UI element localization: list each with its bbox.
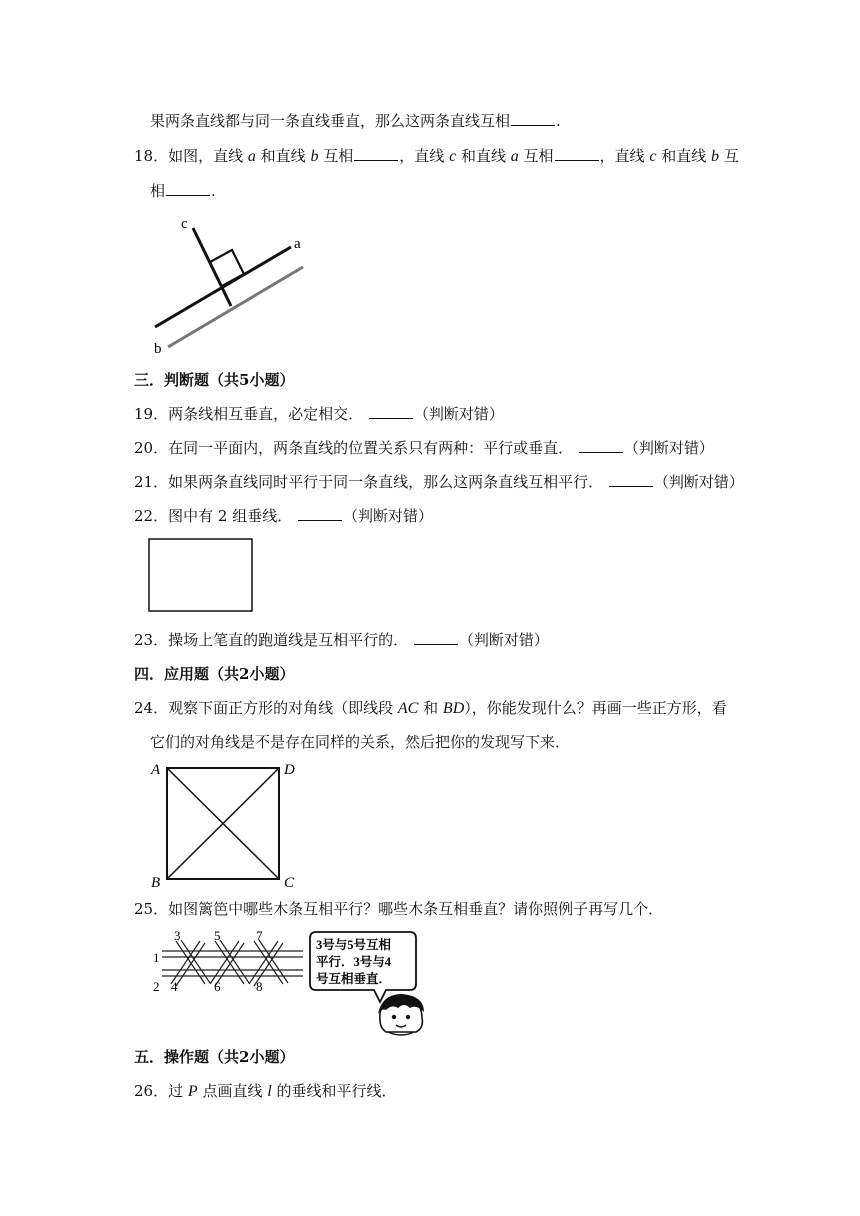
fence-label-4: 4 [171, 979, 178, 994]
slat-4-b [176, 943, 205, 986]
q20-blank[interactable] [579, 438, 623, 453]
q21-blank[interactable] [609, 472, 653, 487]
q26-line-l: l [267, 1083, 272, 1100]
rectangle [149, 539, 252, 611]
q18-number: 18． [134, 147, 169, 165]
section-3-title-a: 三．判断题（共 [134, 371, 240, 389]
q18-blank-2[interactable] [555, 146, 599, 161]
section-4-count: 2 [239, 665, 250, 683]
q21-text: 如果两条直线同时平行于同一条直线，那么这两条直线互相平行． [168, 473, 604, 491]
section-3-count: 5 [239, 371, 250, 389]
bubble-line-3: 号互相垂直． [316, 972, 392, 986]
q24-segment-bd: BD [442, 700, 465, 717]
q20-text: 在同一平面内，两条直线的位置关系只有两种：平行或垂直． [168, 439, 574, 457]
diagonal-slats [171, 940, 288, 986]
q26-number: 26． [134, 1082, 169, 1100]
q20 [134, 437, 714, 459]
q24-segment-ac: AC [397, 700, 419, 717]
q20-number: 20． [134, 439, 169, 457]
q18-text-6: 互相 [523, 147, 554, 165]
section-5-title-b: 小题） [249, 1048, 295, 1066]
q18-text-2: 和直线 [260, 147, 306, 165]
label-b: b [154, 341, 162, 357]
q25-fence-figure [148, 928, 448, 1038]
q18-var-a: a [247, 148, 256, 165]
q18-var-c: c [449, 148, 457, 165]
section-3-heading [134, 369, 294, 391]
q18-figure [148, 210, 318, 360]
q19-number: 19． [134, 405, 169, 423]
q18-blank-3[interactable] [166, 181, 210, 196]
vertex-b: B [151, 875, 161, 888]
q24-square-figure [150, 758, 300, 888]
q24-text-b: 和 [423, 699, 439, 717]
label-a: a [294, 236, 301, 252]
q26-text-c: 的垂线和平行线． [276, 1082, 397, 1100]
q18-var-b: b [310, 148, 319, 165]
q24-text-d: 它们的对角线是不是存在同样的关系，然后把你的发现写下来． [150, 733, 571, 751]
q18-line1 [134, 145, 739, 168]
q19 [134, 403, 504, 425]
vertex-d: D [284, 762, 295, 778]
q18-text-8: 和直线 [661, 147, 707, 165]
bubble-line-1: 3号与5号互相 [316, 938, 392, 952]
fence-label-5: 5 [214, 928, 221, 943]
q18-var-b2: b [711, 148, 720, 165]
slat-3-a [176, 941, 205, 984]
section-5-heading [134, 1046, 294, 1068]
q24-line2 [150, 731, 570, 753]
q24-text-c: ），你能发现什么？再画一些正方形，看 [464, 699, 727, 717]
q22-tail: （判断对错） [343, 507, 434, 525]
q18-text-3: 互相 [323, 147, 354, 165]
bubble-line-2: 平行．3号与4 [316, 955, 392, 969]
cartoon-boy-icon [378, 994, 424, 1035]
q18-text-7: ，直线 [599, 147, 645, 165]
q23 [134, 629, 549, 651]
q18-text-5: 和直线 [460, 147, 506, 165]
q17-end: . [556, 112, 561, 130]
right-angle-mark [210, 250, 244, 286]
q22-text-a: 图中有 [168, 507, 214, 525]
q23-tail: （判断对错） [458, 631, 549, 649]
q18-line2 [150, 180, 216, 202]
q24-text-a: 观察下面正方形的对角线（即线段 [168, 699, 394, 717]
q18-var-c2: c [649, 148, 657, 165]
q18-text-4: ，直线 [399, 147, 445, 165]
q26-text-b: 点画直线 [202, 1082, 263, 1100]
q22-rectangle-figure [147, 537, 255, 615]
q25-text: 如图篱笆中哪些木条互相平行？哪些木条互相垂直？请你照例子再写几个． [168, 900, 664, 918]
q18-blank-1[interactable] [354, 146, 398, 161]
section-4-heading [134, 663, 294, 685]
q26-point-p: P [187, 1083, 198, 1100]
q25 [134, 898, 663, 920]
vertex-c: C [284, 875, 295, 888]
fence-label-6: 6 [214, 979, 221, 994]
fence-label-3: 3 [174, 928, 181, 943]
section-4-title-b: 小题） [249, 665, 295, 683]
q21 [134, 471, 744, 493]
q19-tail: （判断对错） [413, 405, 504, 423]
slat-5-a [215, 941, 244, 984]
section-5-count: 2 [239, 1048, 250, 1066]
slat-7-a [254, 941, 283, 984]
q18-text-1: 如图，直线 [168, 147, 244, 165]
section-5-title-a: 五．操作题（共 [134, 1048, 240, 1066]
q24-line1 [134, 697, 727, 720]
section-4-title-a: 四．应用题（共 [134, 665, 240, 683]
q17-text: 果两条直线都与同一条直线垂直，那么这两条直线互相 [150, 112, 511, 130]
q18-var-a2: a [510, 148, 519, 165]
q22-blank[interactable] [298, 506, 342, 521]
vertex-a: A [151, 762, 161, 778]
q22-count: 2 [217, 507, 228, 525]
fence-label-2: 2 [153, 979, 160, 994]
q25-number: 25． [134, 900, 169, 918]
q17-answer-blank[interactable] [511, 111, 555, 126]
q22-number: 22． [134, 507, 169, 525]
q17-tail [150, 110, 561, 132]
q22 [134, 505, 433, 527]
q18-text-9: 互 [723, 147, 739, 165]
q22-text-b: 组垂线． [232, 507, 293, 525]
q23-text: 操场上笔直的跑道线是互相平行的． [168, 631, 409, 649]
q26 [134, 1080, 397, 1103]
q21-tail: （判断对错） [653, 473, 744, 491]
q20-tail: （判断对错） [623, 439, 714, 457]
q19-blank[interactable] [369, 404, 413, 419]
q21-number: 21． [134, 473, 169, 491]
q23-number: 23． [134, 631, 169, 649]
fence-label-8: 8 [256, 979, 263, 994]
q18-end: . [211, 182, 216, 200]
fence-label-1: 1 [153, 950, 160, 965]
fence-label-7: 7 [256, 928, 263, 943]
section-3-title-b: 小题） [249, 371, 295, 389]
q26-text-a: 过 [168, 1082, 184, 1100]
q23-blank[interactable] [414, 630, 458, 645]
q18-text-10: 相 [150, 182, 166, 200]
label-c: c [181, 216, 188, 232]
q24-number: 24． [134, 699, 169, 717]
q19-text: 两条线相互垂直，必定相交． [168, 405, 364, 423]
